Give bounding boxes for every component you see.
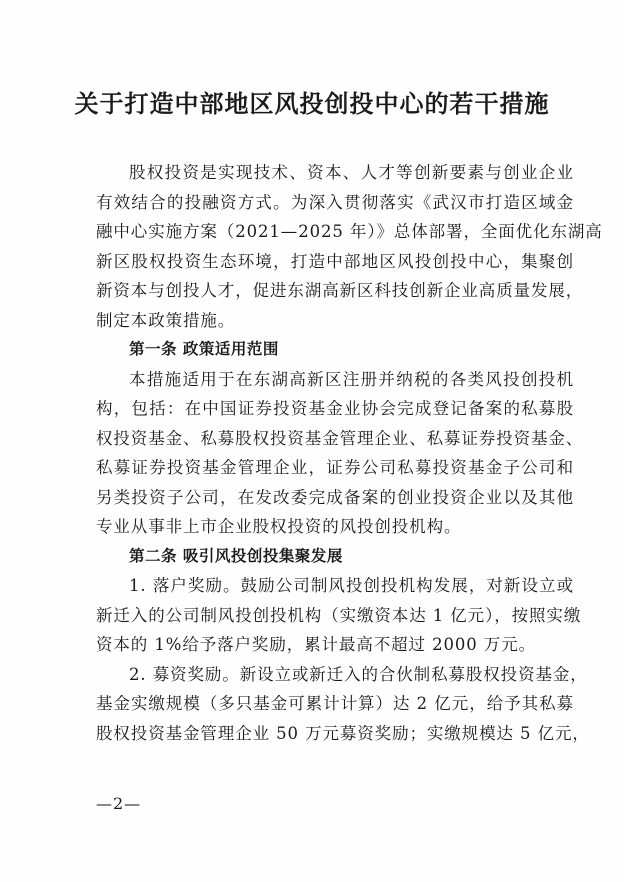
article-1-line: 本措施适用于在东湖高新区注册并纳税的各类风投创投机 <box>129 369 574 389</box>
paragraph-intro-line: 融中心实施方案（2021—2025 年）》总体部署，全面优化东湖高 <box>96 222 603 241</box>
page-number: —2— <box>96 794 142 813</box>
paragraph-intro-line: 股权投资是实现技术、资本、人才等创新要素与创业企业 <box>129 163 574 182</box>
article-1-line: 权投资基金、私募股权投资基金管理企业、私募证券投资基金、 <box>96 428 584 448</box>
article-2-item-1-line: 资本的 1%给予落户奖励，累计最高不超过 2000 万元。 <box>96 635 537 654</box>
article-1-heading: 第一条 政策适用范围 <box>129 340 279 358</box>
article-2-item-2-line: 2. 募资奖励。新设立或新迁入的合伙制私募股权投资基金， <box>129 664 588 684</box>
paragraph-intro-line: 新资本与创投人才，促进东湖高新区科技创新企业高质量发展， <box>96 281 584 300</box>
paragraph-intro-line: 制定本政策措施。 <box>96 310 236 330</box>
document-body <box>96 158 603 748</box>
paragraph-intro-line: 新区股权投资生态环境，打造中部地区风投创投中心，集聚创 <box>96 251 574 271</box>
article-2-item-2-line: 股权投资基金管理企业 50 万元募资奖励；实缴规模达 5 亿元， <box>96 723 590 743</box>
article-2-item-1-line: 1. 落户奖励。鼓励公司制风投创投机构发展，对新设立或 <box>129 576 574 595</box>
article-1-line: 构，包括：在中国证券投资基金业协会完成登记备案的私募股 <box>96 399 574 418</box>
article-1-line: 专业从事非上市企业股权投资的风投创投机构。 <box>96 517 462 536</box>
article-1-line: 另类投资子公司，在发改委完成备案的创业投资企业以及其他 <box>96 487 574 507</box>
article-1-line: 私募证券投资基金管理企业，证券公司私募投资基金子公司和 <box>96 458 574 477</box>
article-2-heading: 第二条 吸引风投创投集聚发展 <box>129 546 343 565</box>
article-2-item-2-line: 基金实缴规模（多只基金可累计计算）达 2 亿元，给予其私募 <box>96 694 574 713</box>
paragraph-intro-line: 有效结合的投融资方式。为深入贯彻落实《武汉市打造区域金 <box>96 192 574 212</box>
document-title: 关于打造中部地区风投创投中心的若干措施 <box>74 89 550 118</box>
article-2-item-1-line: 新迁入的公司制风投创投机构（实缴资本达 1 亿元），按照实缴 <box>96 605 582 625</box>
